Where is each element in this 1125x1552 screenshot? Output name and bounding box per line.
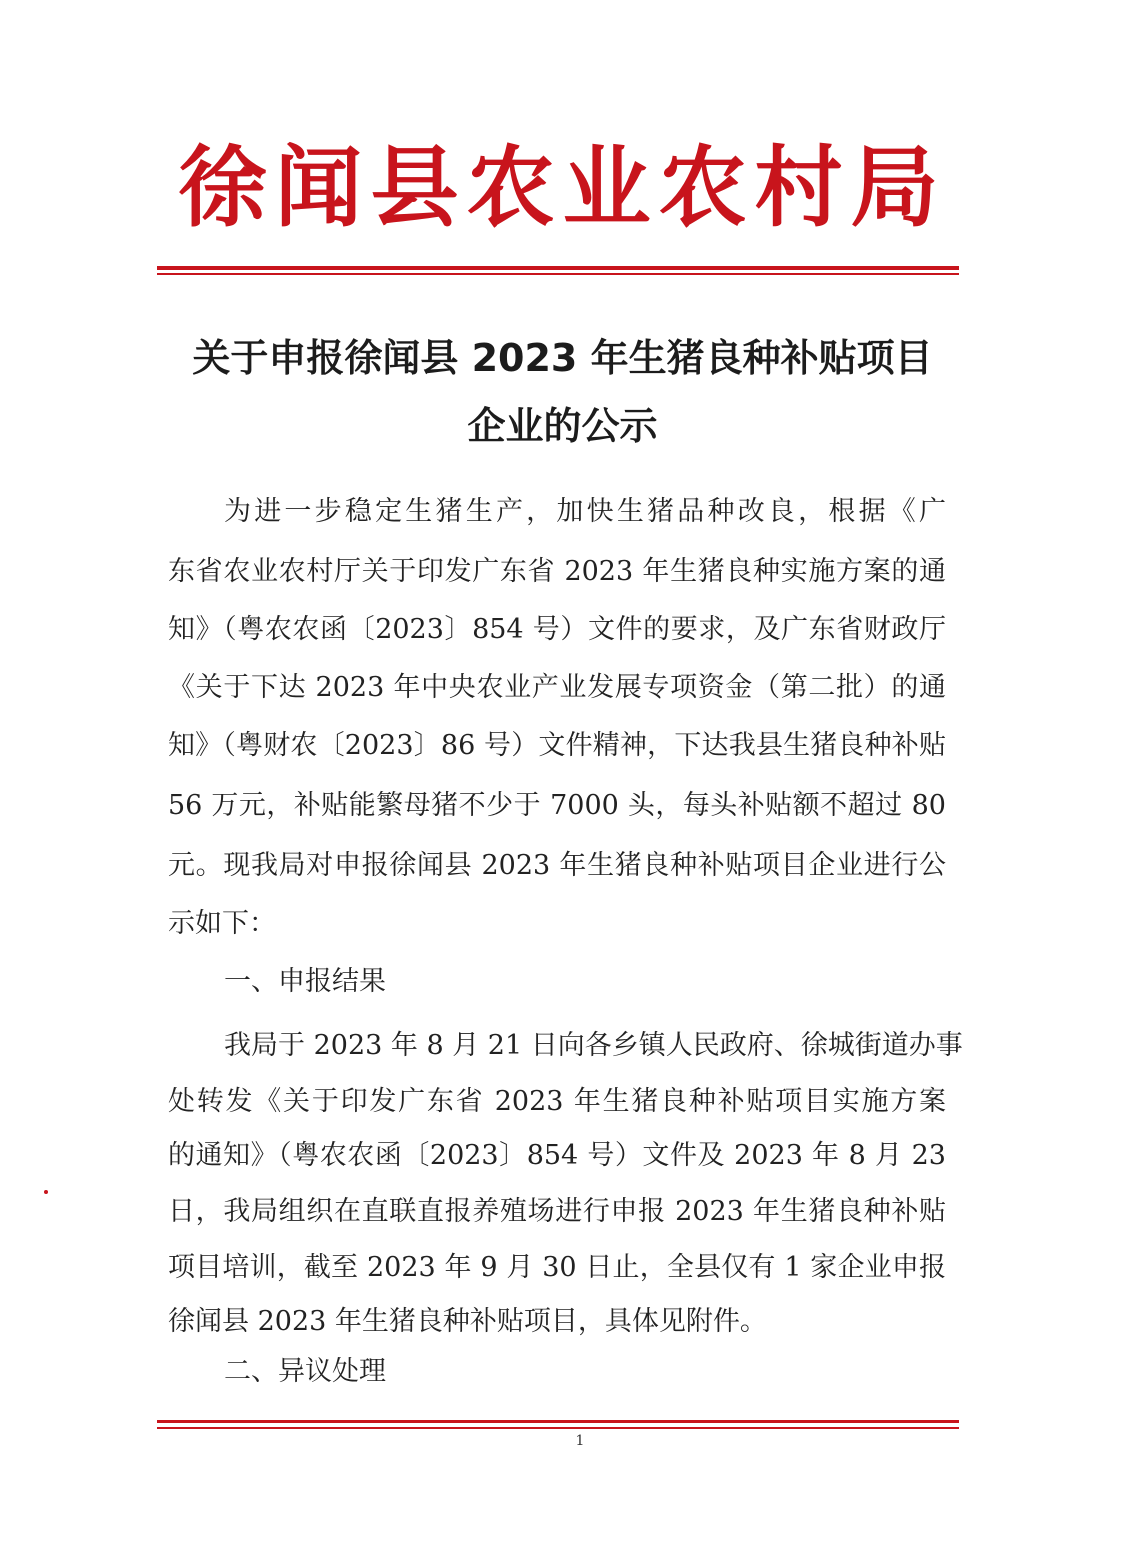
letterhead-agency-name: 徐闻县农业农村局: [178, 135, 947, 239]
body-paragraph-line: 日，我局组织在直联直报养殖场进行申报 2023 年生猪良种补贴: [168, 1196, 946, 1227]
letterhead-red-rule: [157, 266, 959, 270]
body-paragraph-line: 东省农业农村厅关于印发广东省 2023 年生猪良种实施方案的通: [168, 556, 946, 587]
document-title-line-2: 企业的公示: [467, 404, 658, 448]
body-paragraph-line: 《关于下达 2023 年中央农业产业发展专项资金（第二批）的通: [168, 672, 946, 703]
body-paragraph-line: 的通知》（粤农农函〔2023〕854 号）文件及 2023 年 8 月 23: [168, 1140, 946, 1171]
section-heading-objections: 二、异议处理: [224, 1356, 386, 1387]
body-paragraph-line: 56 万元，补贴能繁母猪不少于 7000 头，每头补贴额不超过 80: [168, 790, 946, 821]
body-paragraph-line: 处转发《关于印发广东省 2023 年生猪良种补贴项目实施方案: [168, 1086, 946, 1117]
body-paragraph-line: 徐闻县 2023 年生猪良种补贴项目，具体见附件。: [168, 1306, 767, 1337]
body-paragraph-line: 项目培训，截至 2023 年 9 月 30 日止，全县仅有 1 家企业申报: [168, 1252, 946, 1283]
scan-speck: [44, 1190, 48, 1194]
document-title-line-1: 关于申报徐闻县 2023 年生猪良种补贴项目: [192, 336, 933, 380]
body-paragraph-line: 我局于 2023 年 8 月 21 日向各乡镇人民政府、徐城街道办事: [224, 1030, 963, 1061]
page-number: 1: [575, 1433, 585, 1449]
section-heading-results: 一、申报结果: [224, 966, 386, 997]
body-paragraph-line: 元。现我局对申报徐闻县 2023 年生猪良种补贴项目企业进行公: [168, 850, 946, 881]
footer-red-rule: [157, 1420, 959, 1423]
body-paragraph-line: 为进一步稳定生猪生产，加快生猪品种改良，根据《广: [224, 496, 946, 527]
body-paragraph-line: 知》（粤农农函〔2023〕854 号）文件的要求，及广东省财政厅: [168, 614, 946, 645]
body-paragraph-line: 知》（粤财农〔2023〕86 号）文件精神，下达我县生猪良种补贴: [168, 730, 946, 761]
body-paragraph-line: 示如下：: [168, 908, 276, 939]
footer-red-rule-thin: [157, 1427, 959, 1429]
letterhead-red-rule-thin: [157, 273, 959, 275]
